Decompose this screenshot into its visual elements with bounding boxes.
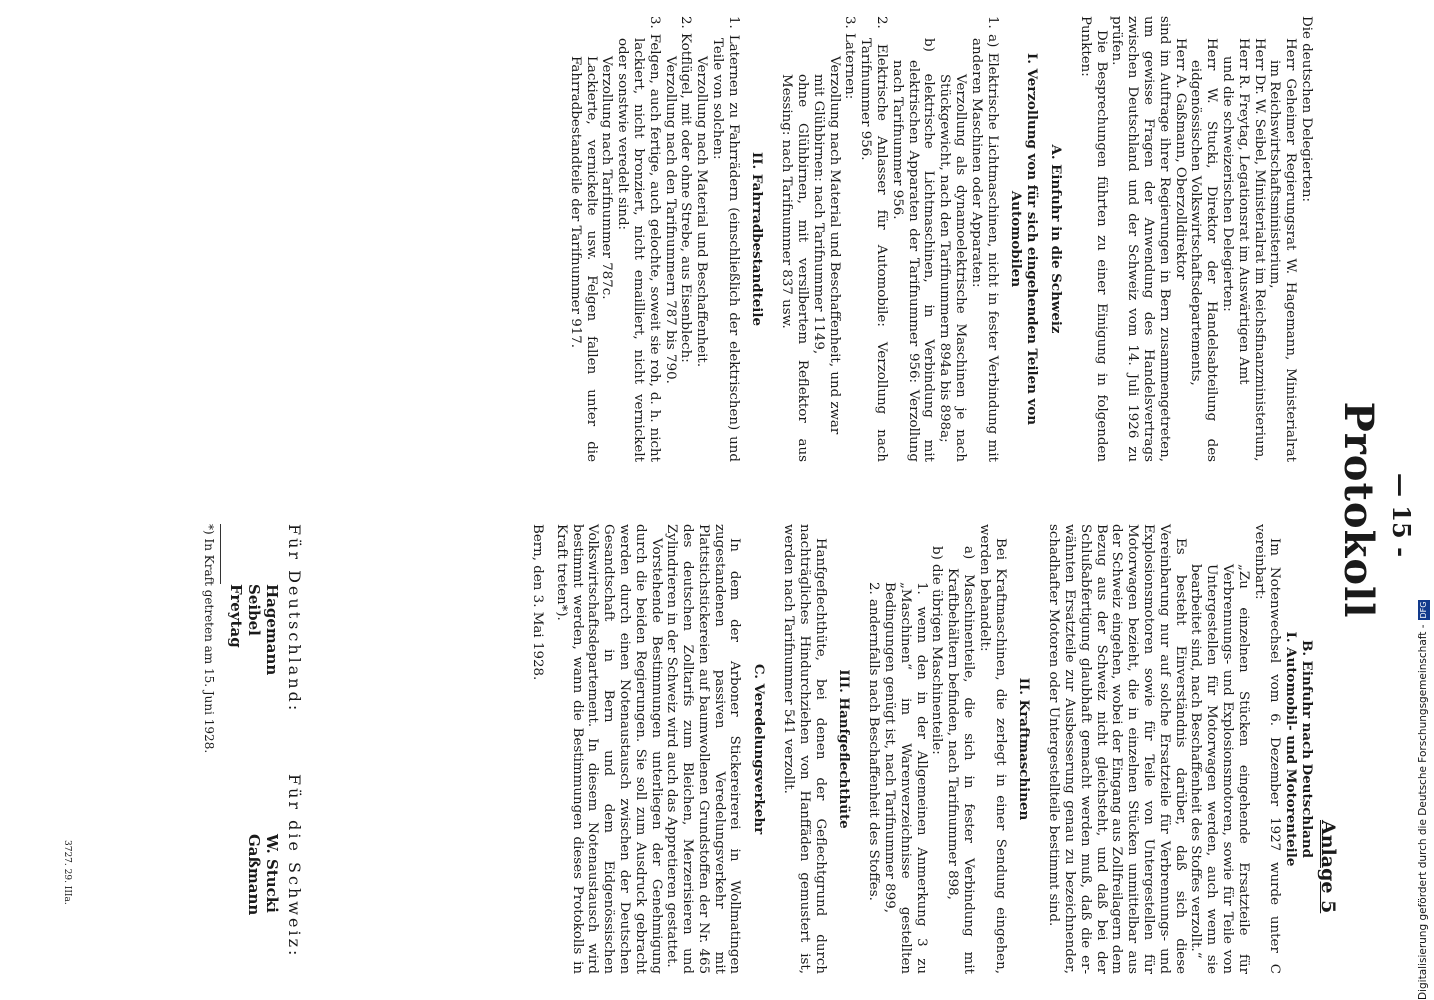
footnote: *) In Kraft getreten am 15. Juni 1928. [202, 524, 216, 754]
germany-label: Für Deutschland: [285, 524, 304, 714]
text-line: sind im Auftrage ihrer Regierungen in Bern zusammengetreten, um gewisse Fragen der Anwendung des Handelsvertrags zwischen Deutschland und der Schweiz vom 14. Juli 1926 zu prüfen. [1109, 16, 1172, 462]
page-number: — 15 - [1387, 472, 1416, 558]
text-line: Herr R. Freytag, Legationsrat im Auswärtigen Amt [1235, 38, 1251, 385]
signatures-germany [227, 524, 304, 724]
spacer [1000, 16, 1008, 462]
text-line: Herr Geheimer Regierungsrat W. Hagemann, Ministerialrat im Reichswirtschaftsministerium, [1267, 38, 1299, 462]
text-line: Herr Dr. W. Seibel, Ministerialrat im Reichsfinanzministerium, [1251, 38, 1267, 462]
text-line: 2. Elektrische Anlasser für Automobile: Verzollung nach Tarifnummer 956. [858, 16, 890, 462]
print-mark: 3727. 29. IIIa. [62, 840, 72, 905]
text-line: Bern, den 3. Mai 1928. [529, 524, 545, 681]
text-line: I. Verzollung von für sich eingehenden Teilen von Automobilen [1008, 52, 1041, 425]
text-line: 3. Laternen: [842, 16, 858, 100]
switzerland-label: Für die Schweiz: [285, 774, 304, 959]
text-line: Herr W. Stucki, Direktor der Handelsabteilung des eidgenössischen Volkswirtschaftsdepartements, [1188, 38, 1220, 462]
spacer [765, 16, 779, 462]
signature-name: Gaßmann [245, 834, 263, 916]
text-line: 1. Laternen zu Fahrrädern (einschließlich der elektrischen) und Teile von solchen: [709, 16, 741, 462]
digitization-credit-bar [1412, 0, 1434, 1000]
left-column [567, 16, 1314, 462]
text-line: Verzollung nach den Tarifnummern 787 bis 790. [662, 56, 678, 384]
text-line: Die Besprechungen führten zu einer Einigung in folgenden Punkten: [1077, 16, 1109, 462]
signature-name: Seibel [245, 584, 263, 636]
text-line: Vorstehende Bestimmungen unterliegen der Genehmigung durch die beiden Regierungen. Sie soll zum Ausdruck gebracht werden durch einen Notenaustausch zwischen der Deutschen Gesandtschaft in Bern und dem Eidgenössischen Volkswirtschaftsdepartement. In diesem Notenaustausch wird bestimmt werden, wann die Bestimmungen dieses Protokolls in Kraft treten*). [553, 524, 664, 974]
text-line: b) die übrigen Maschinenteile: [929, 546, 945, 755]
text-line: III. Hanfgeflechthüte [836, 669, 853, 829]
signature-block [202, 524, 304, 974]
annex-label: Anlage 5 [1317, 820, 1339, 914]
spacer [545, 524, 553, 974]
text-line: Herr A. Gaßmann, Oberzolldirektor [1172, 38, 1188, 280]
text-line: „Zu einzelnen Stücken eingehende Ersatzteile für Verbrennungs- und Explosionsmotoren, sowie für Teile von Untergestellen für Motorwagen werden, auch wenn sie bearbeitet sind, nach Beschaffenheit des Stoffes verzollt.“ [1188, 564, 1251, 974]
text-line: Die deutschen Delegierten: [1299, 16, 1314, 202]
text-line: Im Notenwechsel vom 6. Dezember 1927 wurde unter C vereinbart: [1251, 524, 1283, 974]
spacer [1031, 524, 1045, 974]
footnote-rule [220, 524, 221, 584]
text-line: 1. wenn den in der Allgemeinen Anmerkung 3 zu „Maschinen“ im Warenverzeichnisse gestellten Bedingungen genügt ist, nach Tarifnummer 899, [882, 582, 929, 974]
signature-name: Hagemann [263, 584, 281, 676]
text-line: Verzollung als dynamoelektrische Maschinen je nach Stückgewicht, nach den Tarifnummern 894a bis 898a; [937, 74, 969, 462]
credit-text: Digitalisierung gefördert durch die Deutsche Forschungsgemeinschaft - [1417, 624, 1429, 1000]
text-line: In dem der Arboner Stickereirerei in Wollmatingen zugestandenen passiven Veredelungsverkehr mit Plattstichstickereien auf baumwollenen Grundstoffen der Nr. 465 des deutschen Zolltarifs zum Bleichen, Merzerisieren und Zylindrieren in der Schweiz wird auch das Appretieren gestattet. [664, 524, 743, 974]
right-column [529, 524, 1314, 974]
text-line: Hanfgeflechthüte, bei denen der Geflechtgrund durch nachträgliches Hindurchziehen von Hanffäden gemustert ist, werden nach Tarifnummer 541 verzollt. [781, 524, 828, 974]
text-line: 3. Felgen, auch fertige, auch gelochte, soweit sie roh, d. h. nicht lackiert, nicht bronziert, nicht emailliert, nicht vernickelt oder sonstwie veredelt sind: [615, 16, 662, 462]
text-line: II. Fahrradbestandteile [749, 152, 766, 326]
text-line: Verzollung nach Material und Beschaffenheit. [694, 56, 710, 368]
text-line: I. Automobil- und Motorenteile [1283, 631, 1300, 867]
spacer [851, 524, 865, 974]
document-title: Protokoll [1335, 401, 1382, 619]
text-line: II. Kraftmaschinen [1016, 677, 1033, 821]
text-line: C. Veredelungsverkehr [751, 663, 768, 835]
text-line: A. Einfuhr in die Schweiz [1048, 144, 1065, 334]
text-line: B. Einfuhr nach Deutschland [1299, 640, 1315, 858]
spacer [1063, 16, 1077, 462]
text-line: 2. Kotflügel, mit oder ohne Strebe, aus Eisenblech: [678, 16, 694, 363]
spacer [1008, 524, 1016, 974]
text-line: 2. andernfalls nach Beschaffenheit des Stoffes. [866, 582, 882, 901]
text-line: ohne Glühbirnen, mit versilbertem Reflektor aus Messing: nach Tarifnummer 837 usw. [779, 74, 811, 462]
text-line: Bei Kraftmaschinen, die zerlegt in einer Sendung eingehen, werden behandelt: [976, 524, 1008, 974]
spacer [741, 16, 749, 462]
text-line: Verzollung nach Material und Beschaffenheit, und zwar [826, 56, 842, 435]
signature-name: W. Stucki [263, 834, 281, 913]
text-line: b) elektrische Lichtmaschinen, in Verbindung mit elektrischen Apparaten der Tarifnummer 956: Verzollung nach Tarifnummer 956. [889, 38, 937, 462]
text-line: 1. a) Elektrische Lichtmaschinen, nicht in fester Verbindung mit anderen Maschinen oder Apparaten: [968, 16, 1000, 462]
signature-name: Freytag [227, 584, 245, 648]
spacer [766, 524, 780, 974]
spacer [1039, 16, 1047, 462]
digitization-credit [1412, 0, 1434, 1000]
text-line: a) Maschinenteile, die sich in fester Verbindung mit Kraftbehältern befinden, nach Tarifnummer 898, [945, 546, 977, 974]
text-line: Lackierte, vernickelte usw. Felgen fallen unter die Fahrradbestandteile der Tarifnummer 917. [567, 56, 599, 462]
text-line: Es besteht Einverständnis darüber, daß sich diese Vereinbarung nur auf solche Ersatzteile für Verbrennungs- und Explosionsmotoren sowie für Teile von Untergestellen für Motorwagen bezieht, die in einzelnen Stücken unmittelbar aus der Schweiz eingehen, wobei der Eingang aus Zollfreilagern dem Bezug aus der Schweiz nicht gleichsteht, und daß bei der Schlußabfertigung glaubhaft gemacht werden muß, daß die erwähnten Ersatzteile zur Ausbesserung genau zu bezeichnender, schadhafter Motoren oder Untergestellteile bestimmt sind. [1046, 524, 1188, 974]
spacer [743, 524, 751, 974]
text-line: mit Glühbirnen: nach Tarifnummer 1149, [810, 74, 826, 355]
signatures-switzerland [227, 774, 304, 974]
text-line: Verzollung nach Tarifnummer 787c. [599, 56, 615, 300]
text-line: und die schweizerischen Delegierten: [1220, 56, 1236, 312]
spacer [828, 524, 836, 974]
dfg-logo: DFG [1419, 601, 1428, 619]
